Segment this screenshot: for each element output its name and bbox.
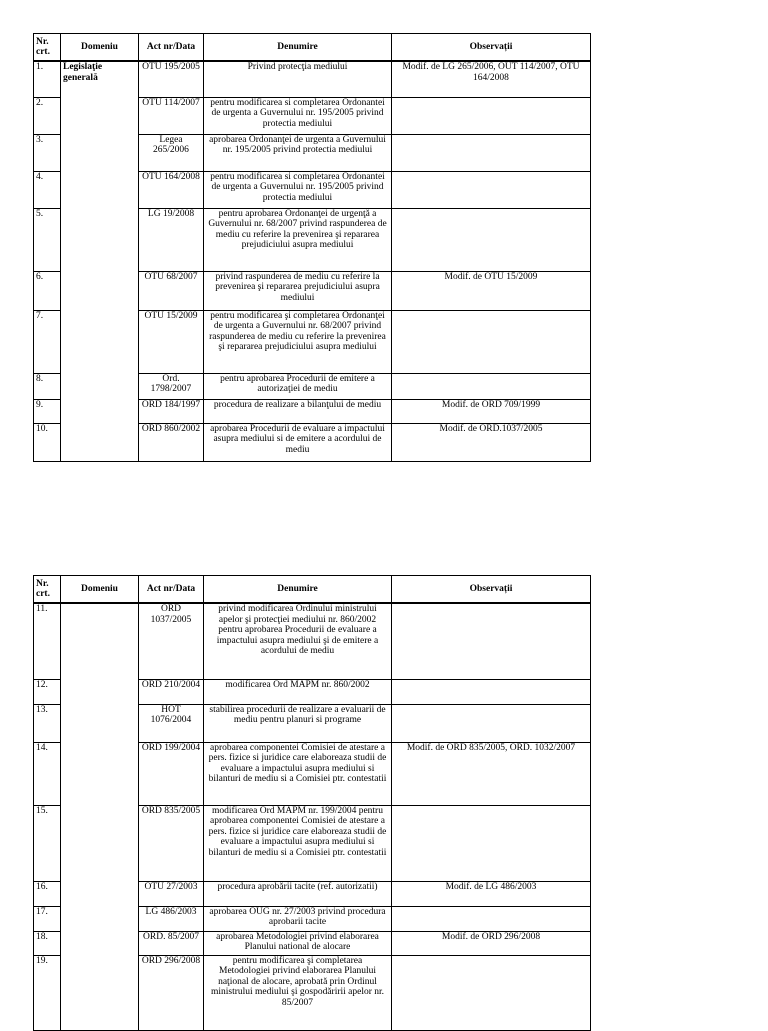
table-row bbox=[34, 208, 591, 271]
cell-domeniu bbox=[61, 97, 139, 134]
cell-observatii bbox=[392, 603, 591, 679]
cell-denumire: privind modificarea Ordinului ministrului apelor şi protecţiei mediului nr. 860/2002 pentru aprobarea Procedurii de evaluare a impactului asupra mediului şi de emitere a acordului de mediu bbox=[204, 603, 392, 679]
cell-domeniu bbox=[61, 310, 139, 373]
cell-domeniu: Legislaţie generală bbox=[61, 61, 139, 97]
cell-domeniu bbox=[61, 906, 139, 931]
cell-denumire: pentru modificarea si completarea Ordonantei de urgenta a Guvernului nr. 195/2005 privind protectia mediului bbox=[204, 97, 392, 134]
cell-act-nr-data: LG 19/2008 bbox=[139, 208, 204, 271]
cell-observatii bbox=[392, 310, 591, 373]
cell-domeniu bbox=[61, 271, 139, 310]
cell-nr-crt: 8. bbox=[34, 373, 61, 399]
cell-nr-crt: 1. bbox=[34, 61, 61, 97]
header-act: Act nr/Data bbox=[139, 34, 204, 62]
table-row bbox=[34, 61, 591, 97]
table-row bbox=[34, 805, 591, 881]
cell-denumire: pentru modificarea si completarea Ordonantei de urgenta a Guvernului nr. 195/2005 privind protectia mediului bbox=[204, 171, 392, 208]
cell-observatii bbox=[392, 134, 591, 171]
cell-observatii: Modif. de ORD 709/1999 bbox=[392, 399, 591, 423]
cell-nr-crt: 14. bbox=[34, 742, 61, 805]
cell-domeniu bbox=[61, 704, 139, 742]
cell-act-nr-data: Ord. 1798/2007 bbox=[139, 373, 204, 399]
cell-observatii: Modif. de LG 486/2003 bbox=[392, 881, 591, 906]
cell-denumire: pentru modificarea şi completarea Metodologiei privind elaborarea Planului naţional de alocare, aprobată prin Ordinul ministrului mediului şi gospodăririi apelor nr. 85/2007 bbox=[204, 955, 392, 1030]
table-row bbox=[34, 742, 591, 805]
header-denumire: Denumire bbox=[204, 576, 392, 604]
cell-observatii bbox=[392, 704, 591, 742]
cell-nr-crt: 5. bbox=[34, 208, 61, 271]
cell-nr-crt: 18. bbox=[34, 931, 61, 955]
cell-act-nr-data: OTU 15/2009 bbox=[139, 310, 204, 373]
cell-nr-crt: 11. bbox=[34, 603, 61, 679]
cell-act-nr-data: Legea 265/2006 bbox=[139, 134, 204, 171]
cell-observatii bbox=[392, 373, 591, 399]
header-nr-crt: Nr. crt. bbox=[34, 576, 61, 604]
cell-domeniu bbox=[61, 373, 139, 399]
cell-observatii: Modif. de ORD.1037/2005 bbox=[392, 423, 591, 461]
header-act: Act nr/Data bbox=[139, 576, 204, 604]
cell-observatii: Modif. de OTU 15/2009 bbox=[392, 271, 591, 310]
cell-domeniu bbox=[61, 423, 139, 461]
cell-domeniu bbox=[61, 805, 139, 881]
cell-act-nr-data: HOT 1076/2004 bbox=[139, 704, 204, 742]
cell-denumire: aprobarea Ordonanţei de urgenta a Guvernului nr. 195/2005 privind protectia mediului bbox=[204, 134, 392, 171]
cell-denumire: pentru aprobarea Ordonanţei de urgenţă a Guvernului nr. 68/2007 privind raspunderea de mediu cu referire la prevenirea şi repararea prejudiciului asupra mediului bbox=[204, 208, 392, 271]
legislation-table-1 bbox=[33, 33, 591, 462]
cell-act-nr-data: ORD 199/2004 bbox=[139, 742, 204, 805]
cell-domeniu bbox=[61, 399, 139, 423]
cell-nr-crt: 3. bbox=[34, 134, 61, 171]
table-row bbox=[34, 679, 591, 704]
cell-observatii bbox=[392, 906, 591, 931]
cell-nr-crt: 15. bbox=[34, 805, 61, 881]
cell-nr-crt: 9. bbox=[34, 399, 61, 423]
cell-nr-crt: 7. bbox=[34, 310, 61, 373]
cell-domeniu bbox=[61, 208, 139, 271]
cell-observatii bbox=[392, 805, 591, 881]
cell-act-nr-data: OTU 114/2007 bbox=[139, 97, 204, 134]
table-row bbox=[34, 881, 591, 906]
cell-act-nr-data: OTU 27/2003 bbox=[139, 881, 204, 906]
cell-domeniu bbox=[61, 603, 139, 679]
cell-denumire: modificarea Ord MAPM nr. 199/2004 pentru aprobarea componentei Comisiei de atestare a pers. fizice si juridice care elaboreaza studii de evaluare a impactului asupra mediului si bilanturi de mediu si a Comisiei ptr. contestatii bbox=[204, 805, 392, 881]
table-row bbox=[34, 423, 591, 461]
table-row bbox=[34, 931, 591, 955]
cell-act-nr-data: LG 486/2003 bbox=[139, 906, 204, 931]
cell-denumire: procedura aprobării tacite (ref. autorizatii) bbox=[204, 881, 392, 906]
cell-domeniu bbox=[61, 742, 139, 805]
cell-denumire: aprobarea OUG nr. 27/2003 privind procedura aprobarii tacite bbox=[204, 906, 392, 931]
cell-nr-crt: 10. bbox=[34, 423, 61, 461]
cell-denumire: procedura de realizare a bilanţului de mediu bbox=[204, 399, 392, 423]
cell-denumire: pentru aprobarea Procedurii de emitere a autorizaţiei de mediu bbox=[204, 373, 392, 399]
cell-denumire: pentru modificarea şi completarea Ordonanţei de urgenta a Guvernului nr. 68/2007 privind raspunderea de mediu cu referire la prevenirea şi repararea prejudiciului asupra mediului bbox=[204, 310, 392, 373]
cell-domeniu bbox=[61, 134, 139, 171]
table-row bbox=[34, 373, 591, 399]
header-denumire: Denumire bbox=[204, 34, 392, 62]
cell-nr-crt: 19. bbox=[34, 955, 61, 1030]
cell-denumire: modificarea Ord MAPM nr. 860/2002 bbox=[204, 679, 392, 704]
table-row bbox=[34, 271, 591, 310]
cell-act-nr-data: ORD. 85/2007 bbox=[139, 931, 204, 955]
cell-act-nr-data: ORD 1037/2005 bbox=[139, 603, 204, 679]
table-row bbox=[34, 603, 591, 679]
cell-denumire: aprobarea componentei Comisiei de atestare a pers. fizice si juridice care elaboreaza studii de evaluare a impactului asupra mediului si bilanturi de mediu si a Comisiei ptr. contestatii bbox=[204, 742, 392, 805]
header-nr-crt: Nr. crt. bbox=[34, 34, 61, 62]
table-row bbox=[34, 310, 591, 373]
cell-nr-crt: 6. bbox=[34, 271, 61, 310]
cell-nr-crt: 4. bbox=[34, 171, 61, 208]
table-row bbox=[34, 955, 591, 1030]
cell-domeniu bbox=[61, 171, 139, 208]
cell-nr-crt: 13. bbox=[34, 704, 61, 742]
cell-observatii bbox=[392, 171, 591, 208]
table-row bbox=[34, 134, 591, 171]
header-domeniu: Domeniu bbox=[61, 576, 139, 604]
cell-denumire: stabilirea procedurii de realizare a evaluarii de mediu pentru planuri si programe bbox=[204, 704, 392, 742]
cell-act-nr-data: ORD 210/2004 bbox=[139, 679, 204, 704]
cell-nr-crt: 17. bbox=[34, 906, 61, 931]
cell-nr-crt: 2. bbox=[34, 97, 61, 134]
cell-denumire: aprobarea Procedurii de evaluare a impactului asupra mediului si de emitere a acordului de mediu bbox=[204, 423, 392, 461]
cell-observatii bbox=[392, 97, 591, 134]
table-row bbox=[34, 97, 591, 134]
cell-domeniu bbox=[61, 679, 139, 704]
cell-act-nr-data: ORD 835/2005 bbox=[139, 805, 204, 881]
cell-act-nr-data: OTU 195/2005 bbox=[139, 61, 204, 97]
cell-nr-crt: 16. bbox=[34, 881, 61, 906]
cell-observatii: Modif. de ORD 296/2008 bbox=[392, 931, 591, 955]
legislation-table-2 bbox=[33, 575, 591, 1031]
cell-denumire: Privind protecţia mediului bbox=[204, 61, 392, 97]
cell-act-nr-data: ORD 860/2002 bbox=[139, 423, 204, 461]
table-row bbox=[34, 704, 591, 742]
cell-domeniu bbox=[61, 881, 139, 906]
cell-nr-crt: 12. bbox=[34, 679, 61, 704]
table-row bbox=[34, 171, 591, 208]
cell-observatii bbox=[392, 208, 591, 271]
header-observatii: Observații bbox=[392, 576, 591, 604]
cell-denumire: privind raspunderea de mediu cu referire la prevenirea şi repararea prejudiciului asupra mediului bbox=[204, 271, 392, 310]
table-header-row bbox=[34, 576, 591, 604]
cell-act-nr-data: ORD 184/1997 bbox=[139, 399, 204, 423]
cell-observatii bbox=[392, 955, 591, 1030]
cell-act-nr-data: OTU 164/2008 bbox=[139, 171, 204, 208]
header-observatii: Observații bbox=[392, 34, 591, 62]
table-header-row bbox=[34, 34, 591, 62]
cell-domeniu bbox=[61, 955, 139, 1030]
cell-observatii: Modif. de LG 265/2006, OUT 114/2007, OTU 164/2008 bbox=[392, 61, 591, 97]
header-domeniu: Domeniu bbox=[61, 34, 139, 62]
cell-domeniu bbox=[61, 931, 139, 955]
table-row bbox=[34, 399, 591, 423]
cell-act-nr-data: ORD 296/2008 bbox=[139, 955, 204, 1030]
table-row bbox=[34, 906, 591, 931]
cell-act-nr-data: OTU 68/2007 bbox=[139, 271, 204, 310]
cell-observatii: Modif. de ORD 835/2005, ORD. 1032/2007 bbox=[392, 742, 591, 805]
cell-observatii bbox=[392, 679, 591, 704]
cell-denumire: aprobarea Metodologiei privind elaborarea Planului national de alocare bbox=[204, 931, 392, 955]
